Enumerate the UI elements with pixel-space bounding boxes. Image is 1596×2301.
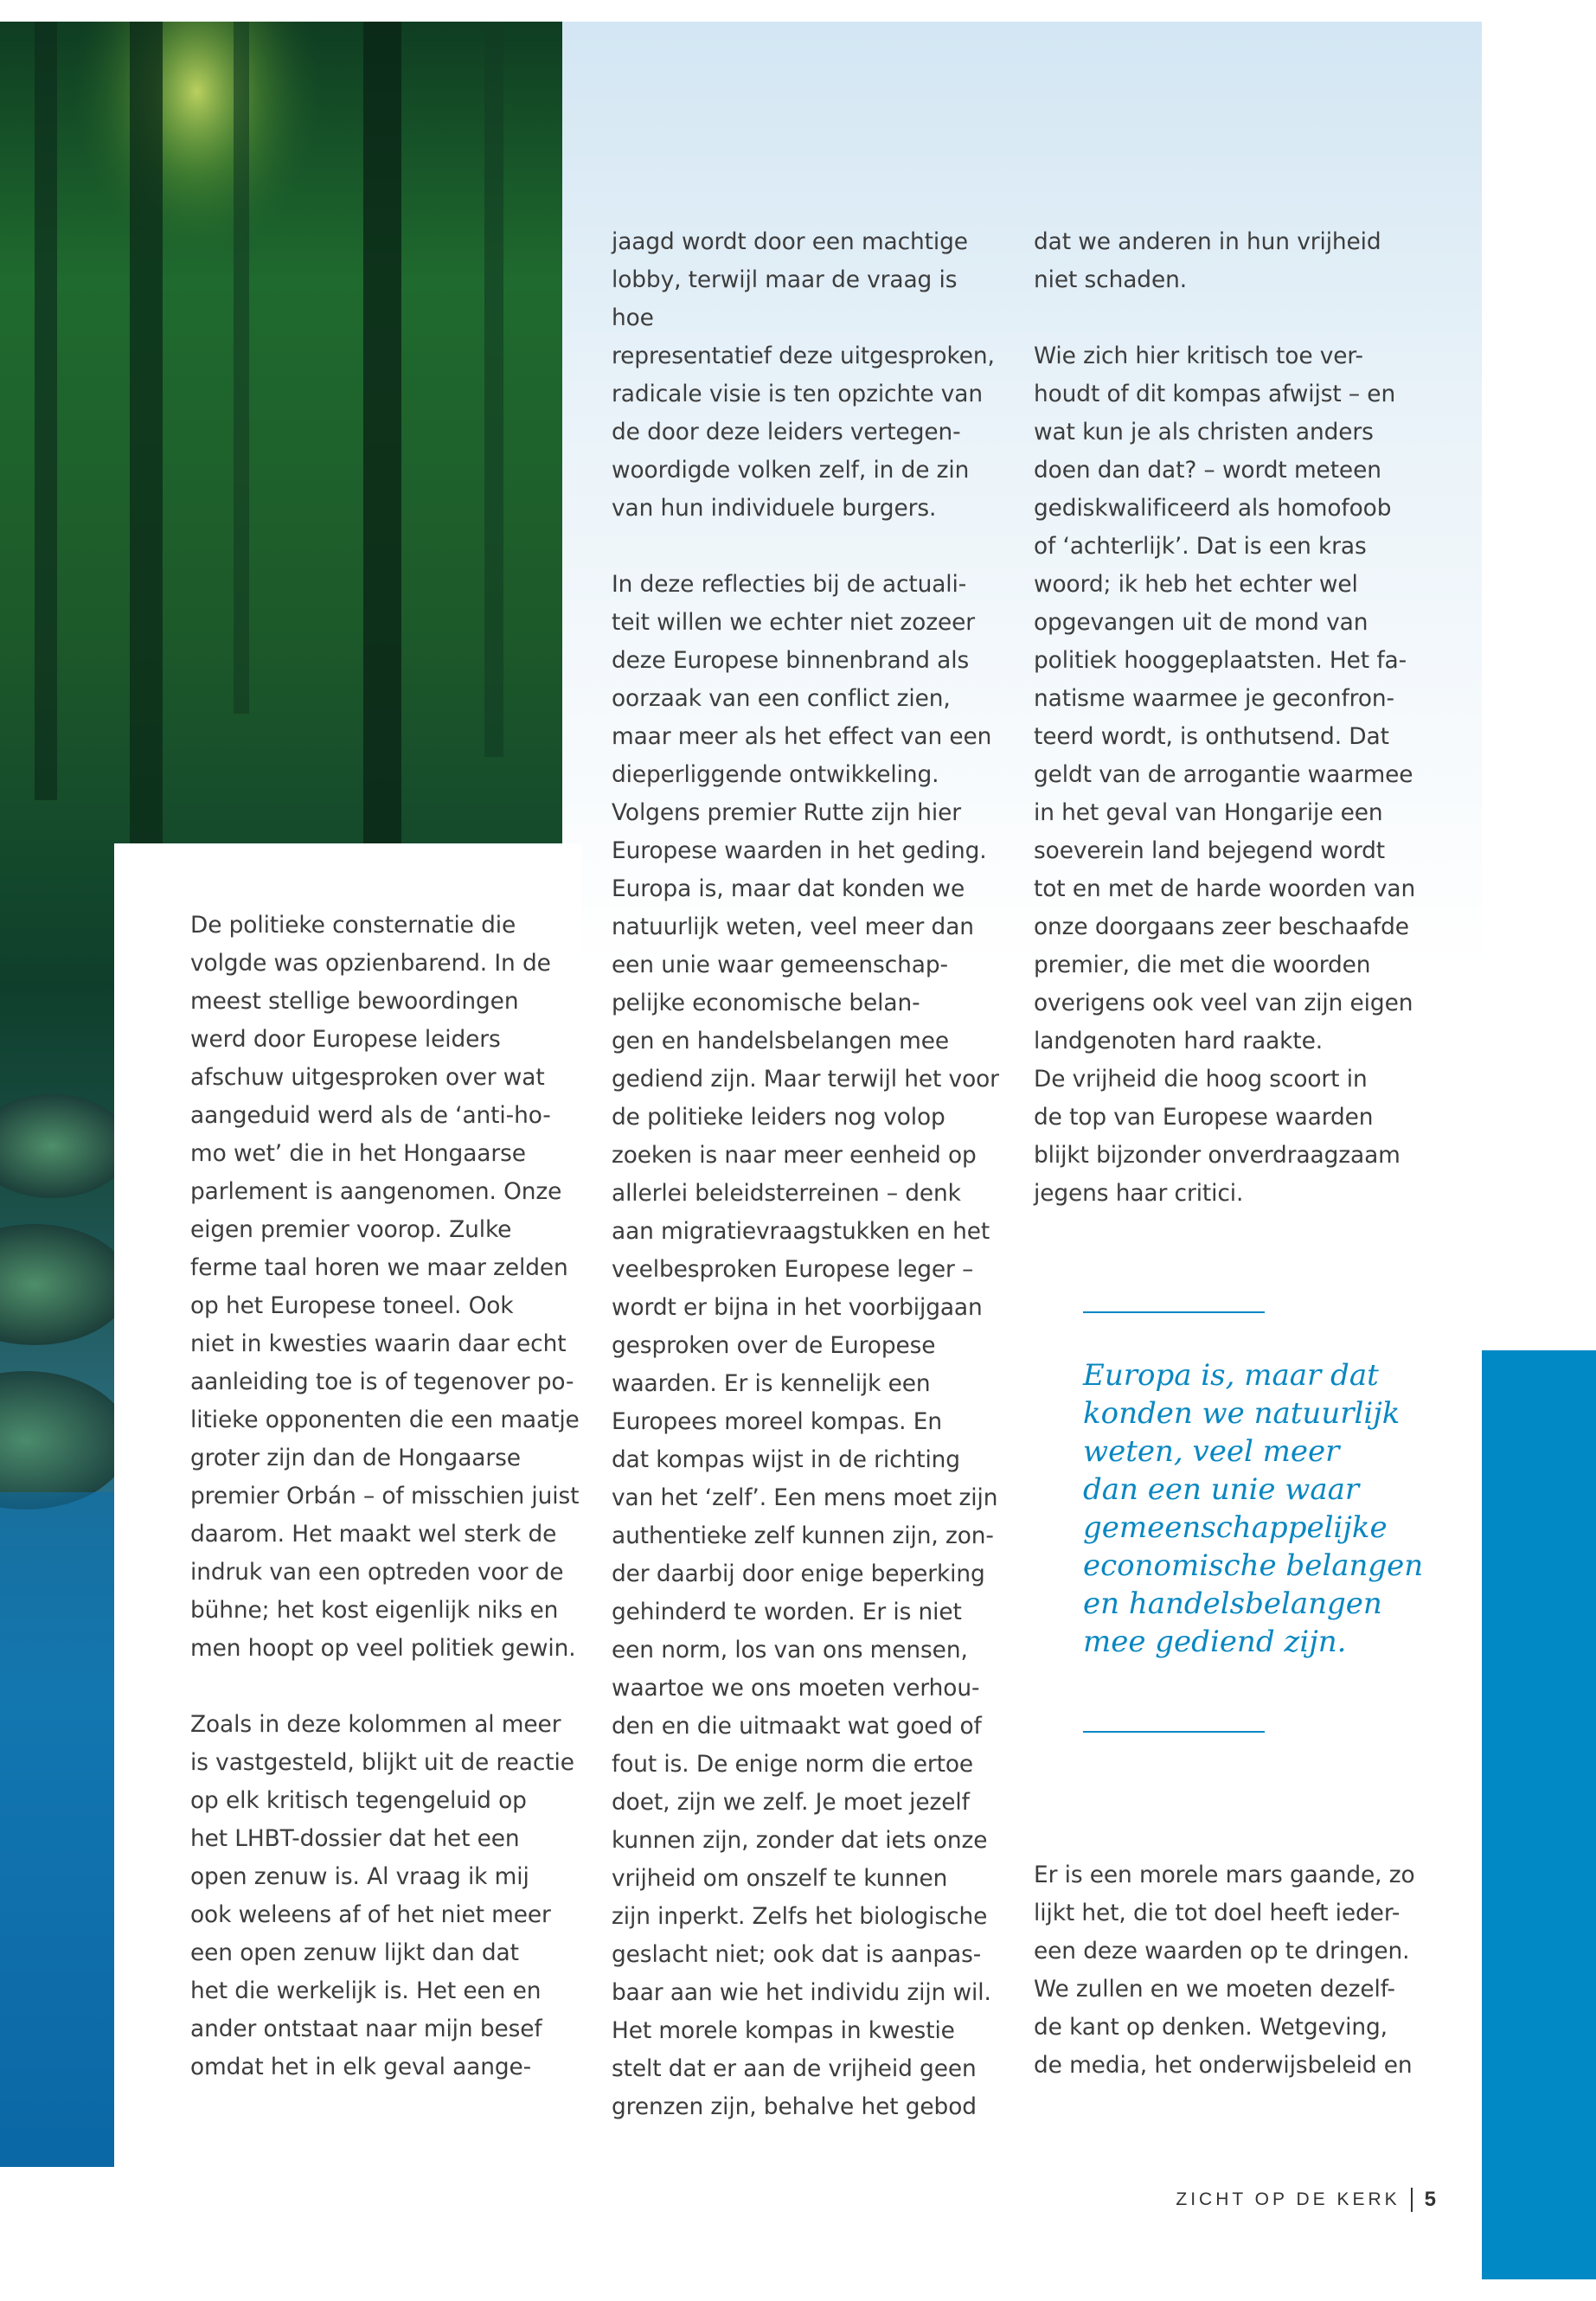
accent-bar xyxy=(1482,1350,1596,2279)
paragraph: De vrijheid die hoog scoort in de top van Europese waarden blijkt bijzonder onverdraagzaam jegens haar critici. xyxy=(1034,1066,1401,1207)
paragraph: jaagd wordt door een machtige lobby, terwijl maar de vraag is hoe representatief deze uitgesproken, radicale visie is ten opzichte van de door deze leiders vertegen- woordigde volken zelf, in de zin van hun individuele burgers. xyxy=(612,228,995,522)
page-footer xyxy=(1176,2185,1436,2214)
paragraph: De politieke consternatie die volgde was opzienbarend. In de meest stellige bewoordingen werd door Europese leiders afschuw uitgesproken over wat aangeduid werd als de ‘anti-ho- mo wet’ die in het Hongaarse parlement is aangenomen. Onze eigen premier voorop. Zulke ferme taal horen we maar zelden op het Europese toneel. Ook niet in kwesties waarin daar echt aanleiding toe is of tegenover po- litieke opponenten die een maatje groter zijn dan de Hongaarse premier Orbán – of misschien juist daarom. Het maakt wel sterk de indruk van een optreden voor de bühne; het kost eigenlijk niks en men hoopt op veel politiek gewin. xyxy=(190,912,580,1662)
article-column-2 xyxy=(612,223,1003,2126)
pullquote-rule-top xyxy=(1083,1311,1265,1313)
pull-quote: Europa is, maar dat konden we natuurlijk weten, veel meer dan een unie waar gemeenschappelijke economische belangen en handelsbelangen mee gediend zijn. xyxy=(1083,1358,1424,1659)
footer-divider xyxy=(1411,2188,1413,2212)
paragraph: dat we anderen in hun vrijheid niet schaden. xyxy=(1034,228,1381,293)
article-column-3-continued xyxy=(1034,1856,1425,2085)
pullquote-rule-bottom xyxy=(1083,1731,1265,1733)
page-number: 5 xyxy=(1424,2188,1436,2211)
magazine-name: ZICHT OP DE KERK xyxy=(1176,2189,1401,2209)
paragraph: In deze reflecties bij de actuali- teit willen we echter niet zozeer deze Europese binnenbrand als oorzaak van een conflict zien, maar meer als het effect van een dieperliggende ontwikkeling. Volgens premier Rutte zijn hier Europese waarden in het geding. Europa is, maar dat konden we natuurlijk weten, veel meer dan een unie waar gemeenschap- pelijke economische belan- gen en handelsbelangen mee gediend zijn. Maar terwijl het voor de politieke leiders nog volop zoeken is naar meer eenheid op allerlei beleidsterreinen – denk aan migratievraagstukken en het veelbesproken Europese leger – wordt er bijna in het voorbijgaan gesproken over de Europese waarden. Er is kennelijk een Europees moreel kompas. En dat kompas wijst in de richting van het ‘zelf’. Een mens moet zijn authentieke zelf kunnen zijn, zon- der daarbij door enige beperking gehinderd te worden. Er is niet een norm, los van ons mensen, waartoe we ons moeten verhou- den en die uitmaakt wat goed of fout is. De enige norm die ertoe doet, zijn we zelf. Je moet jezelf kunnen zijn, zonder dat iets onze vrijheid om onszelf te kunnen zijn inperkt. Zelfs het biologische geslacht niet; ook dat is aanpas- baar aan wie het individu zijn wil. Het morele kompas in kwestie stelt dat er aan de vrijheid geen grenzen zijn, behalve het gebod xyxy=(612,571,999,2120)
article-column-1 xyxy=(190,907,581,2086)
article-column-3 xyxy=(1034,223,1425,1213)
paragraph: Er is een morele mars gaande, zo lijkt het, die tot doel heeft ieder- een deze waarden op te dringen. We zullen en we moeten dezelf- de kant op denken. Wetgeving, de media, het onderwijsbeleid en xyxy=(1034,1862,1415,2079)
paragraph: Wie zich hier kritisch toe ver- houdt of dit kompas afwijst – en wat kun je als christen anders doen dan dat? – wordt meteen gediskwalificeerd als homofoob of ‘achterlijk’. Dat is een kras woord; ik heb het echter wel opgevangen uit de mond van politiek hooggeplaatsten. Het fa- natisme waarmee je geconfron- teerd wordt, is onthutsend. Dat geldt van de arrogantie waarmee in het geval van Hongarije een soeverein land bejegend wordt tot en met de harde woorden van onze doorgaans zeer beschaafde premier, die met die woorden overigens ook veel van zijn eigen landgenoten hard raakte. xyxy=(1034,343,1416,1054)
paragraph: Zoals in deze kolommen al meer is vastgesteld, blijkt uit de reactie op elk kritisch tegengeluid op het LHBT-dossier dat het een open zenuw is. Al vraag ik mij ook weleens af of het niet meer een open zenuw lijkt dan dat het die werkelijk is. Het een en ander ontstaat naar mijn besef omdat het in elk geval aange- xyxy=(190,1711,574,2080)
